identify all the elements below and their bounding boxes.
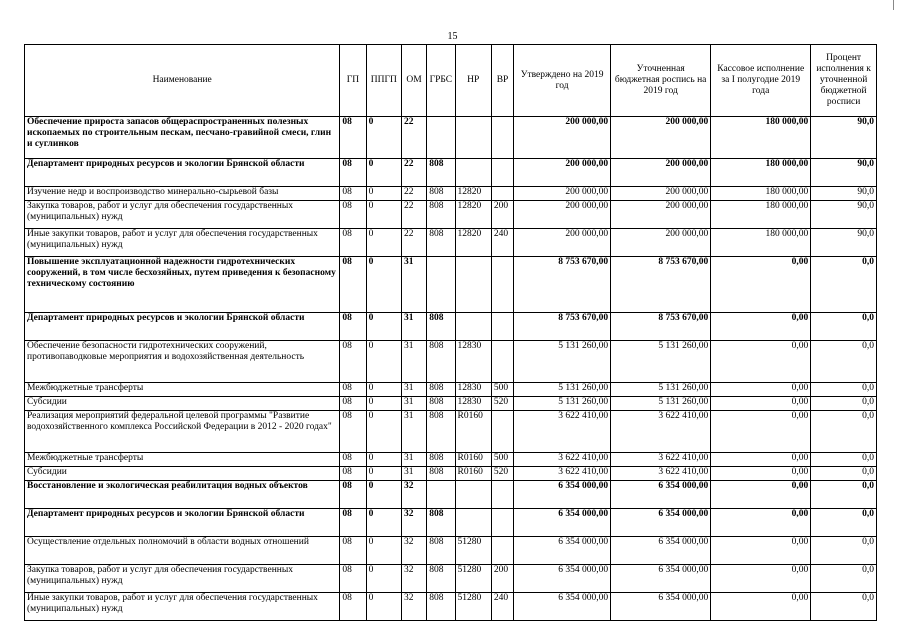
row-percent: 0,0 xyxy=(811,257,877,313)
table-row xyxy=(25,481,877,509)
row-cash: 0,00 xyxy=(711,593,811,621)
row-nr: 12830 xyxy=(455,383,491,397)
row-name: Департамент природных ресурсов и экологии Брянской области xyxy=(25,313,340,341)
row-approved: 3 622 410,00 xyxy=(514,467,611,481)
header-ppgp: ППГП xyxy=(366,45,401,117)
row-om: 31 xyxy=(401,397,426,411)
row-vr xyxy=(491,537,513,565)
row-percent: 0,0 xyxy=(811,509,877,537)
row-nr: 51280 xyxy=(455,565,491,593)
row-approved: 8 753 670,00 xyxy=(514,313,611,341)
row-om: 32 xyxy=(401,565,426,593)
table-row xyxy=(25,341,877,383)
row-approved: 200 000,00 xyxy=(514,117,611,159)
row-approved: 6 354 000,00 xyxy=(514,509,611,537)
row-refined: 5 131 260,00 xyxy=(611,397,711,411)
table-row xyxy=(25,593,877,621)
row-nr xyxy=(455,117,491,159)
row-refined: 6 354 000,00 xyxy=(611,537,711,565)
table-row xyxy=(25,201,877,229)
row-vr: 240 xyxy=(491,229,513,257)
row-ppgp: 0 xyxy=(366,187,401,201)
table-row xyxy=(25,565,877,593)
row-om: 22 xyxy=(401,159,426,187)
row-refined: 6 354 000,00 xyxy=(611,593,711,621)
table-row xyxy=(25,397,877,411)
row-gp: 08 xyxy=(340,341,366,383)
row-ppgp: 0 xyxy=(366,467,401,481)
row-nr: 12830 xyxy=(455,397,491,411)
row-grbs xyxy=(427,257,455,313)
row-om: 31 xyxy=(401,453,426,467)
row-approved: 5 131 260,00 xyxy=(514,397,611,411)
row-ppgp: 0 xyxy=(366,593,401,621)
row-nr: R0160 xyxy=(455,411,491,453)
row-approved: 3 622 410,00 xyxy=(514,411,611,453)
row-percent: 0,0 xyxy=(811,313,877,341)
row-om: 31 xyxy=(401,467,426,481)
row-nr: 51280 xyxy=(455,537,491,565)
row-cash: 180 000,00 xyxy=(711,201,811,229)
row-refined: 200 000,00 xyxy=(611,117,711,159)
row-grbs: 808 xyxy=(427,509,455,537)
row-name: Межбюджетные трансферты xyxy=(25,453,340,467)
row-approved: 6 354 000,00 xyxy=(514,481,611,509)
row-percent: 0,0 xyxy=(811,383,877,397)
row-percent: 0,0 xyxy=(811,341,877,383)
row-cash: 0,00 xyxy=(711,257,811,313)
header-gp: ГП xyxy=(340,45,366,117)
row-ppgp: 0 xyxy=(366,565,401,593)
row-om: 32 xyxy=(401,537,426,565)
row-name: Иные закупки товаров, работ и услуг для обеспечения государственных (муниципальных) нужд xyxy=(25,593,340,621)
row-approved: 6 354 000,00 xyxy=(514,593,611,621)
row-grbs: 808 xyxy=(427,467,455,481)
row-om: 31 xyxy=(401,313,426,341)
row-vr: 500 xyxy=(491,383,513,397)
row-refined: 3 622 410,00 xyxy=(611,411,711,453)
row-ppgp: 0 xyxy=(366,453,401,467)
row-gp: 08 xyxy=(340,229,366,257)
row-cash: 0,00 xyxy=(711,397,811,411)
table-row xyxy=(25,537,877,565)
row-om: 31 xyxy=(401,341,426,383)
header-om: ОМ xyxy=(401,45,426,117)
row-cash: 0,00 xyxy=(711,537,811,565)
row-ppgp: 0 xyxy=(366,509,401,537)
row-gp: 08 xyxy=(340,257,366,313)
row-ppgp: 0 xyxy=(366,397,401,411)
row-grbs xyxy=(427,117,455,159)
row-percent: 90,0 xyxy=(811,187,877,201)
row-grbs: 808 xyxy=(427,313,455,341)
row-grbs: 808 xyxy=(427,187,455,201)
row-ppgp: 0 xyxy=(366,229,401,257)
row-nr: 51280 xyxy=(455,593,491,621)
row-grbs: 808 xyxy=(427,341,455,383)
row-vr: 520 xyxy=(491,467,513,481)
row-grbs: 808 xyxy=(427,201,455,229)
header-cash: Кассовое исполнение за I полугодие 2019 года xyxy=(711,45,811,117)
row-ppgp: 0 xyxy=(366,383,401,397)
row-approved: 6 354 000,00 xyxy=(514,537,611,565)
row-refined: 3 622 410,00 xyxy=(611,453,711,467)
row-name: Закупка товаров, работ и услуг для обеспечения государственных (муниципальных) нужд xyxy=(25,565,340,593)
row-refined: 200 000,00 xyxy=(611,159,711,187)
row-vr xyxy=(491,117,513,159)
row-nr xyxy=(455,509,491,537)
row-cash: 180 000,00 xyxy=(711,187,811,201)
row-nr: 12830 xyxy=(455,341,491,383)
row-refined: 5 131 260,00 xyxy=(611,341,711,383)
row-vr: 240 xyxy=(491,593,513,621)
row-refined: 5 131 260,00 xyxy=(611,383,711,397)
row-grbs xyxy=(427,481,455,509)
row-gp: 08 xyxy=(340,397,366,411)
row-nr: R0160 xyxy=(455,467,491,481)
row-gp: 08 xyxy=(340,565,366,593)
row-gp: 08 xyxy=(340,159,366,187)
row-refined: 200 000,00 xyxy=(611,201,711,229)
row-ppgp: 0 xyxy=(366,537,401,565)
row-approved: 5 131 260,00 xyxy=(514,341,611,383)
row-nr xyxy=(455,257,491,313)
table-body xyxy=(25,117,877,621)
budget-table xyxy=(24,44,877,621)
row-approved: 200 000,00 xyxy=(514,187,611,201)
row-vr xyxy=(491,257,513,313)
table-row xyxy=(25,467,877,481)
row-nr xyxy=(455,313,491,341)
row-gp: 08 xyxy=(340,117,366,159)
table-row xyxy=(25,411,877,453)
row-om: 32 xyxy=(401,509,426,537)
table-row xyxy=(25,257,877,313)
row-vr: 520 xyxy=(491,397,513,411)
row-om: 32 xyxy=(401,593,426,621)
row-ppgp: 0 xyxy=(366,341,401,383)
row-nr xyxy=(455,159,491,187)
row-nr: 12820 xyxy=(455,201,491,229)
row-refined: 6 354 000,00 xyxy=(611,565,711,593)
row-vr xyxy=(491,159,513,187)
row-ppgp: 0 xyxy=(366,411,401,453)
row-grbs: 808 xyxy=(427,537,455,565)
row-name: Субсидии xyxy=(25,467,340,481)
row-om: 22 xyxy=(401,187,426,201)
row-approved: 8 753 670,00 xyxy=(514,257,611,313)
row-name: Департамент природных ресурсов и экологии Брянской области xyxy=(25,159,340,187)
table-row xyxy=(25,383,877,397)
row-cash: 0,00 xyxy=(711,481,811,509)
row-om: 32 xyxy=(401,481,426,509)
row-ppgp: 0 xyxy=(366,201,401,229)
table-row xyxy=(25,453,877,467)
row-nr: 12820 xyxy=(455,187,491,201)
row-gp: 08 xyxy=(340,187,366,201)
header-vr: ВР xyxy=(491,45,513,117)
row-cash: 0,00 xyxy=(711,383,811,397)
row-vr: 500 xyxy=(491,453,513,467)
row-percent: 0,0 xyxy=(811,537,877,565)
row-om: 31 xyxy=(401,257,426,313)
row-refined: 6 354 000,00 xyxy=(611,481,711,509)
row-gp: 08 xyxy=(340,467,366,481)
row-percent: 90,0 xyxy=(811,117,877,159)
row-approved: 200 000,00 xyxy=(514,159,611,187)
row-grbs: 808 xyxy=(427,453,455,467)
row-cash: 0,00 xyxy=(711,467,811,481)
header-grbs: ГРБС xyxy=(427,45,455,117)
row-gp: 08 xyxy=(340,201,366,229)
row-refined: 6 354 000,00 xyxy=(611,509,711,537)
row-cash: 0,00 xyxy=(711,341,811,383)
row-gp: 08 xyxy=(340,411,366,453)
row-grbs: 808 xyxy=(427,397,455,411)
row-percent: 0,0 xyxy=(811,467,877,481)
row-name: Повышение эксплуатационной надежности гидротехнических сооружений, в том числе бесхозяйных, путем приведения к безопасному техническому состоянию xyxy=(25,257,340,313)
row-om: 22 xyxy=(401,117,426,159)
header-approved: Утверждено на 2019 год xyxy=(514,45,611,117)
row-percent: 90,0 xyxy=(811,201,877,229)
row-approved: 200 000,00 xyxy=(514,229,611,257)
table-row xyxy=(25,509,877,537)
row-percent: 90,0 xyxy=(811,229,877,257)
row-cash: 0,00 xyxy=(711,313,811,341)
row-cash: 0,00 xyxy=(711,565,811,593)
row-approved: 3 622 410,00 xyxy=(514,453,611,467)
row-om: 31 xyxy=(401,411,426,453)
row-vr xyxy=(491,187,513,201)
row-refined: 3 622 410,00 xyxy=(611,467,711,481)
row-name: Департамент природных ресурсов и экологии Брянской области xyxy=(25,509,340,537)
row-gp: 08 xyxy=(340,509,366,537)
row-name: Закупка товаров, работ и услуг для обеспечения государственных (муниципальных) нужд xyxy=(25,201,340,229)
row-gp: 08 xyxy=(340,481,366,509)
row-ppgp: 0 xyxy=(366,313,401,341)
row-grbs: 808 xyxy=(427,411,455,453)
row-percent: 0,0 xyxy=(811,593,877,621)
row-cash: 0,00 xyxy=(711,453,811,467)
row-gp: 08 xyxy=(340,313,366,341)
table-row xyxy=(25,187,877,201)
row-grbs: 808 xyxy=(427,565,455,593)
row-grbs: 808 xyxy=(427,229,455,257)
row-ppgp: 0 xyxy=(366,159,401,187)
row-cash: 0,00 xyxy=(711,509,811,537)
row-percent: 90,0 xyxy=(811,159,877,187)
row-name: Межбюджетные трансферты xyxy=(25,383,340,397)
row-grbs: 808 xyxy=(427,593,455,621)
page-number: 15 xyxy=(447,31,458,42)
table-row xyxy=(25,117,877,159)
table-row xyxy=(25,229,877,257)
row-vr xyxy=(491,509,513,537)
header-refined: Уточненная бюджетная роспись на 2019 год xyxy=(611,45,711,117)
row-name: Обеспечение безопасности гидротехнических сооружений, противопаводковые мероприятия и водохозяйственная деятельность xyxy=(25,341,340,383)
row-approved: 5 131 260,00 xyxy=(514,383,611,397)
row-vr: 200 xyxy=(491,201,513,229)
row-percent: 0,0 xyxy=(811,565,877,593)
row-grbs: 808 xyxy=(427,159,455,187)
row-name: Изучение недр и воспроизводство минерально-сырьевой базы xyxy=(25,187,340,201)
row-gp: 08 xyxy=(340,537,366,565)
row-vr xyxy=(491,411,513,453)
row-name: Реализация мероприятий федеральной целевой программы "Развитие водохозяйственного комплекса Российской Федерации в 2012 - 2020 годах" xyxy=(25,411,340,453)
row-vr: 200 xyxy=(491,565,513,593)
row-name: Осуществление отдельных полномочий в области водных отношений xyxy=(25,537,340,565)
header-row xyxy=(25,45,877,117)
header-name: Наименование xyxy=(25,45,340,117)
row-nr xyxy=(455,481,491,509)
row-grbs: 808 xyxy=(427,383,455,397)
row-ppgp: 0 xyxy=(366,481,401,509)
row-name: Иные закупки товаров, работ и услуг для обеспечения государственных (муниципальных) нужд xyxy=(25,229,340,257)
row-gp: 08 xyxy=(340,593,366,621)
row-gp: 08 xyxy=(340,453,366,467)
row-nr: 12820 xyxy=(455,229,491,257)
row-ppgp: 0 xyxy=(366,257,401,313)
row-vr xyxy=(491,481,513,509)
row-nr: R0160 xyxy=(455,453,491,467)
scan-edge-mark xyxy=(893,0,894,10)
row-refined: 8 753 670,00 xyxy=(611,313,711,341)
header-percent: Процент исполнения к уточненной бюджетной росписи xyxy=(811,45,877,117)
row-cash: 180 000,00 xyxy=(711,159,811,187)
row-name: Субсидии xyxy=(25,397,340,411)
row-vr xyxy=(491,313,513,341)
row-percent: 0,0 xyxy=(811,411,877,453)
row-om: 22 xyxy=(401,229,426,257)
row-approved: 6 354 000,00 xyxy=(514,565,611,593)
row-name: Восстановление и экологическая реабилитация водных объектов xyxy=(25,481,340,509)
row-percent: 0,0 xyxy=(811,453,877,467)
row-refined: 8 753 670,00 xyxy=(611,257,711,313)
row-om: 22 xyxy=(401,201,426,229)
row-cash: 0,00 xyxy=(711,411,811,453)
row-ppgp: 0 xyxy=(366,117,401,159)
row-om: 31 xyxy=(401,383,426,397)
row-name: Обеспечение прироста запасов общераспространенных полезных ископаемых по строительным пескам, песчано-гравийной смеси, глин и суглинков xyxy=(25,117,340,159)
row-gp: 08 xyxy=(340,383,366,397)
row-refined: 200 000,00 xyxy=(611,229,711,257)
row-approved: 200 000,00 xyxy=(514,201,611,229)
row-percent: 0,0 xyxy=(811,481,877,509)
row-cash: 180 000,00 xyxy=(711,117,811,159)
table-row xyxy=(25,159,877,187)
row-refined: 200 000,00 xyxy=(611,187,711,201)
row-percent: 0,0 xyxy=(811,397,877,411)
header-nr: НР xyxy=(455,45,491,117)
row-vr xyxy=(491,341,513,383)
table-row xyxy=(25,313,877,341)
row-cash: 180 000,00 xyxy=(711,229,811,257)
